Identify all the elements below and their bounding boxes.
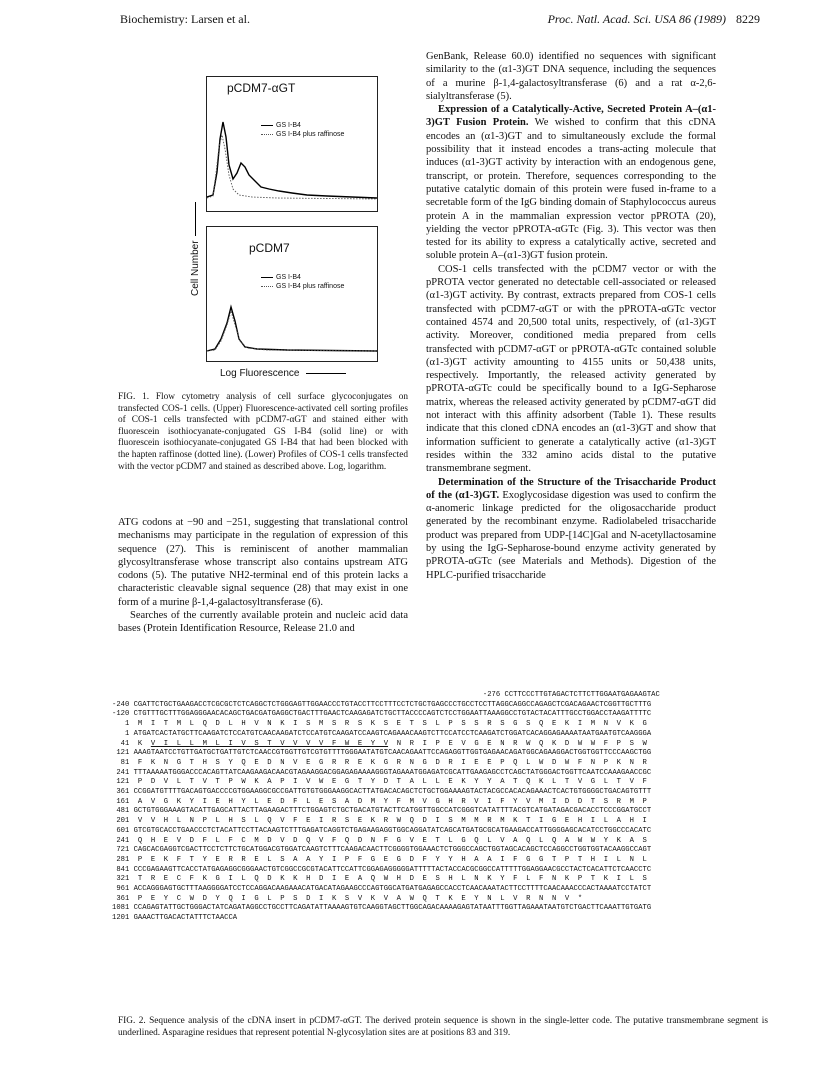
figure-2-caption: FIG. 2. Sequence analysis of the cDNA insert in pCDM7-αGT. The derived protein sequence is shown in the single-letter code. The putative transmembrane segment is underlined. Asparagine residues that represent potential N-glycosylation sites are at positions 83 and 319.	[118, 1016, 768, 1038]
left-column-text	[118, 516, 408, 636]
running-header-left: Biochemistry: Larsen et al.	[120, 12, 250, 26]
nucleotide-sequence-line: 1 ATGATCACTATGCTTCAAGATCTCCATGTCAACAAGATCTCCATGTCAAGATCCAAGTCAGAAACAAGTCTTCCATCCTCAAGATCTGGATCACAGGAGAAAATAATGAATGTCAAGGGA	[112, 729, 652, 738]
nucleotide-sequence-line: 601 GTCGTGCACCTGAACCCTCTACATTCCTTACAAGTCTTTGAGATCAGGTCTGAGAAGAGGTGGCAGGATATCAGCATGATGCGCATGAAGACCATTGGGGAGCACATCCTGGCCCACATC	[112, 826, 652, 835]
paragraph: Searches of the currently available protein and nucleic acid data bases (Protein Identification Resource, Release 21.0 and	[118, 610, 408, 635]
lower-histogram	[207, 227, 377, 361]
nucleotide-sequence-line: 961 ACCAGGGAGTGCTTTAAGGGGATCCTCCAGGACAAGAAACATGACATAGAAGCCCAGTGGCATGATGAGAGCCACCTCAACAAATACTTCCTTTTCAACAAACCCACTAAAATCCTATCT	[112, 885, 652, 894]
lower-histogram-panel	[206, 226, 378, 362]
running-header-right	[548, 12, 760, 27]
right-column-text	[426, 50, 716, 582]
x-axis-label	[220, 368, 346, 379]
protein-sequence-line: 361 P E Y C W D Y Q I G L P S D I K S V K V A W Q T K E Y N L V R N N V *	[112, 894, 583, 903]
sequence-listing	[112, 691, 772, 924]
paragraph: ATG codons at −90 and −251, suggesting that translational control mechanisms may participate in the regulation of expression of this sequence (27). This is reminiscent of another mammalian glycosyltransferase whose transcript also contains upstream ATG codons (5). The putative NH2-terminal end of this protein lacks a characteristic cleavable signal sequence (28) that may exist in one form of a murine β-1,4-galactosyltransferase (6).	[118, 517, 408, 608]
lower-dotted-curve	[207, 311, 377, 351]
paragraph	[426, 476, 716, 582]
x-axis-label-text: Log Fluorescence	[220, 368, 300, 379]
y-axis-label-text: Cell Number	[190, 240, 201, 296]
nucleotide-sequence-line: 841 CCCGAGAAGTTCACCTATGAGAGGCGGGAACTGTCGGCCGCGTACATTCCATTCGGAGAGGGGGATTTTTACTACCACGCGGCCATTTTTGGAGGAACGCCTACTCACATTCTCAACCTC	[112, 865, 652, 874]
legend-solid-label: GS I-B4	[276, 122, 301, 129]
nucleotide-sequence-line: 121 AAAGTAATCCTGTTGATGCTGATTGTCTCAACCGTGGTTGTCGTGTTTTGGGAATATGTCAACAGAATTCCAGAGGTTGGTGAGAACAGATGGCAGAAGGACTGGTGGTTCCCAAGCTGG	[112, 749, 652, 758]
paragraph-body: Exoglycosidase digestion was used to confirm the α-anomeric linkage predicted for the oligosaccharide product generated by the recombinant enzyme. Radiolabeled trisaccharide product was prepared from UDP-[14C]Gal and N-acetyllactosamine by using the IgG-Sepharose-bound enzyme activity generated by pPROTA-αGTc (see Materials and Methods). Digestion of the HPLC-purified trisaccharide	[426, 489, 717, 581]
page-number: 8229	[736, 12, 760, 26]
y-axis-label	[190, 202, 201, 296]
lower-panel-label: pCDM7	[249, 241, 290, 255]
paragraph-body: We wished to confirm that this cDNA encodes an (α1-3)GT and to simultaneously exclude the formal possibility that it instead encodes a trans-acting molecule that induces (α1-3)GT activity by interaction with an endogenous gene, transcript, or protein. Therefore, sequences corresponding to the putative catalytic domain of this protein were fused in-frame to a secretable form of the IgG binding domain of Staphylococcus aureus protein A in the mammalian expression vector pPROTA (20), yielding the vector pPROTA-αGTc (Fig. 3). This vector was then tested for its ability to express a catalytically active, secreted and soluble protein A–(α1-3)GT fusion protein.	[426, 117, 716, 262]
nucleotide-sequence-line: -240 CGATTCTGCTGAAGACCTCGCGCTCTCAGGCTCTGGGAGTTGGAACCCTGTACCTTCCTTTCCTCTGCTGAGCCCTGCCTCCTTAGGCAGGCCAGAGCTCGACAGAACTCGGTTGCTTTG	[112, 700, 652, 709]
protein-sequence-line: 201 V V H L N P L H S L Q V F E I R S E K R W Q D I S M M R M K T I G E H I L A H I	[112, 817, 647, 826]
upper-dotted-curve	[207, 135, 377, 199]
protein-sequence-line: 161 A V G K Y I E H Y L E D F L E S A D M Y F M V G H R V I F Y V M I D D T S R M P	[112, 797, 647, 806]
upper-histogram	[207, 77, 377, 211]
protein-sequence-line: 321 T R E C F K G I L Q D K K H D I E A Q W H D E S H L N K Y F L F N K P T K I L S	[112, 875, 647, 884]
arrow-up-icon	[195, 202, 196, 236]
protein-sequence-line: 41 K V I L L M L I V S T V V V V F W E Y V N R I P E V G E N R W Q K D W W F P S W	[112, 739, 647, 748]
protein-sequence-line: 1 M I T M L Q D L H V N K I S M S R S K S E T S L P S S R S G S Q E K I M N V K G	[112, 720, 647, 729]
arrow-right-icon	[306, 373, 346, 374]
journal-citation: Proc. Natl. Acad. Sci. USA 86 (1989)	[547, 12, 726, 26]
transmembrane-segment: V I L L M L I V S T V V V V F W E Y V	[150, 739, 389, 748]
nucleotide-sequence-line: 241 TTTAAAAATGGGACCCACAGTTATCAAGAAGACAACGTAGAAGGACGGAGAGAAAAGGGTAGAAATGGAGATCGCATTGAAGAGCCTCAGCTATGGGACTGGTTCAATCCAAAGAACCGC	[112, 768, 652, 777]
nucleotide-sequence-line: -276 CCTTCCCTTGTAGACTCTTCTTGGAATGAGAAGTAC	[112, 691, 660, 699]
protein-sequence-line: 121 P D V L T V T P W K A P I V W E G T Y D T A L L E K Y Y A T Q K L T V G L T V F	[112, 778, 647, 787]
protein-sequence-line: 241 Q H E V D F L F C M D V D Q V F Q D N F G V E T L G Q L V A Q L Q A W W Y K A S	[112, 836, 647, 845]
nucleotide-sequence-line: 361 CCGGATGTTTTGACAGTGACCCCGTGGAAGGCGCCGATTGTGTGGGAAGGCACTTATGACACAGCTCTGCTGGAAAAGTACTACGCCACACAGAAACTCACTGTGGGGCTGACAGTGTTT	[112, 788, 652, 797]
nucleotide-sequence-line: 1201 GAAACTTGACACTATTTCTAACCA	[112, 914, 238, 923]
nucleotide-sequence-line: 721 CAGCACGAGGTCGACTTCCTCTTCTGCATGGACGTGGATCAAGTCTTTCAAGACAACTTCGGGGTGGAAACTCTGGGCCAGCTGGTAGCACAGCTCCAGGCCTGGTGGTACAAGGCCAGT	[112, 846, 652, 855]
nucleotide-sequence-line: -120 CTGTTTGCTTTGGAGGGAACACAGCTGACGATGAGGCTGACTTTGAACTCAAGAGATCTGCTTACCCCAGTCTCCTGGAATTAAAGGCCTGTACTACATTTGCCTGGACCTAAGATTTTC	[112, 710, 652, 719]
figure-1-caption: FIG. 1. Flow cytometry analysis of cell surface glycoconjugates on transfected COS-1 cells. (Upper) Fluorescence-activated cell sorting profiles of COS-1 cells transfected with pCDM7-αGT and stained either with fluorescein isothiocyanate-conjugated GS I-B4 (solid line) or with fluorescein isothiocyanate-conjugated GS I-B4 that had been blocked with the hapten raffinose (dotted line). (Lower) Profiles of COS-1 cells transfected with the vector pCDM7 and stained as described above. Log, logarithm.	[118, 392, 408, 472]
protein-sequence-line: 281 P E K F T Y E R R E L S A A Y I P F G E G D F Y Y H A A I F G G T P T H I L N L	[112, 855, 647, 864]
lower-solid-curve	[207, 307, 377, 351]
legend-solid-label: GS I-B4	[276, 274, 301, 281]
paragraph: COS-1 cells transfected with the pCDM7 vector or with the pPROTA vector generated no detectable cell-associated or released (α1-3)GT activity. By contrast, extracts prepared from COS-1 cells transfected with pCDM7-αGT or with the pPROTA-αGTc vector contained 4574 and 20,500 total units, respectively, of (α1-3)GT activity. Moreover, conditioned media prepared from cells transfected with pCDM7-αGT or pPROTA-αGTc contained soluble (α1-3)GT activity amounting to 4155 units or 50,438 units, respectively. Importantly, the released activity generated by pPROTA-αGTc could be specifically bound to a IgG-Sepharose matrix, whereas the released activity generated by pCDM7-αGT did not interact with this affinity adsorbent (Table 1). These results indicate that this cloned cDNA encodes an (α1-3)GT and show that information sufficient to generate a catalytically active (α1-3)GT resides within the 332 amino acids distal to the putative transmembrane segment.	[426, 263, 716, 475]
section-heading: Expression of a Catalytically-Active, Secreted Protein A–(α1-3)GT Fusion Protein.	[426, 104, 716, 129]
paragraph	[426, 103, 716, 263]
protein-sequence-line: 81 F K N G T H S Y Q E D N V E G R R E K G R N G D R I E E P Q L W D W F N P K N R	[112, 758, 647, 767]
paragraph: GenBank, Release 60.0) identified no sequences with significant similarity to the (α1-3)GT DNA sequence, including the sequences of a murine β-1,4-galactosyltransferase (6) and a rat α-2,6-sialyltransferase (5).	[426, 51, 716, 102]
nucleotide-sequence-line: 481 GCTGTGGGAAAGTACATTGAGCATTACTTAGAAGACTTTCTGGAGTCTGCTGACATGTACTTCATGGTTGGCCATCGGGTCATATTTTACGTCATGATAGACGACACCTCCCGGATGCCT	[112, 807, 652, 816]
legend-dotted-label: GS I-B4 plus raffinose	[276, 131, 345, 138]
upper-panel-label: pCDM7-αGT	[227, 81, 296, 95]
nucleotide-sequence-line: 1081 CCAGAGTATTGCTGGGACTATCAGATAGGCCTGCCTTCAGATATTAAAAGTGTCAAGGTAGCTTGGCAGACAAAAGAGTATAATTTGGTTAGAAATAATGTCTGACTTCAAATTGTGATG	[112, 904, 652, 913]
figure-1	[192, 50, 392, 380]
legend-dotted-label: GS I-B4 plus raffinose	[276, 283, 345, 290]
section-heading: Determination of the Structure of the Trisaccharide Product of the (α1-3)GT.	[426, 476, 716, 501]
upper-histogram-panel	[206, 76, 378, 212]
